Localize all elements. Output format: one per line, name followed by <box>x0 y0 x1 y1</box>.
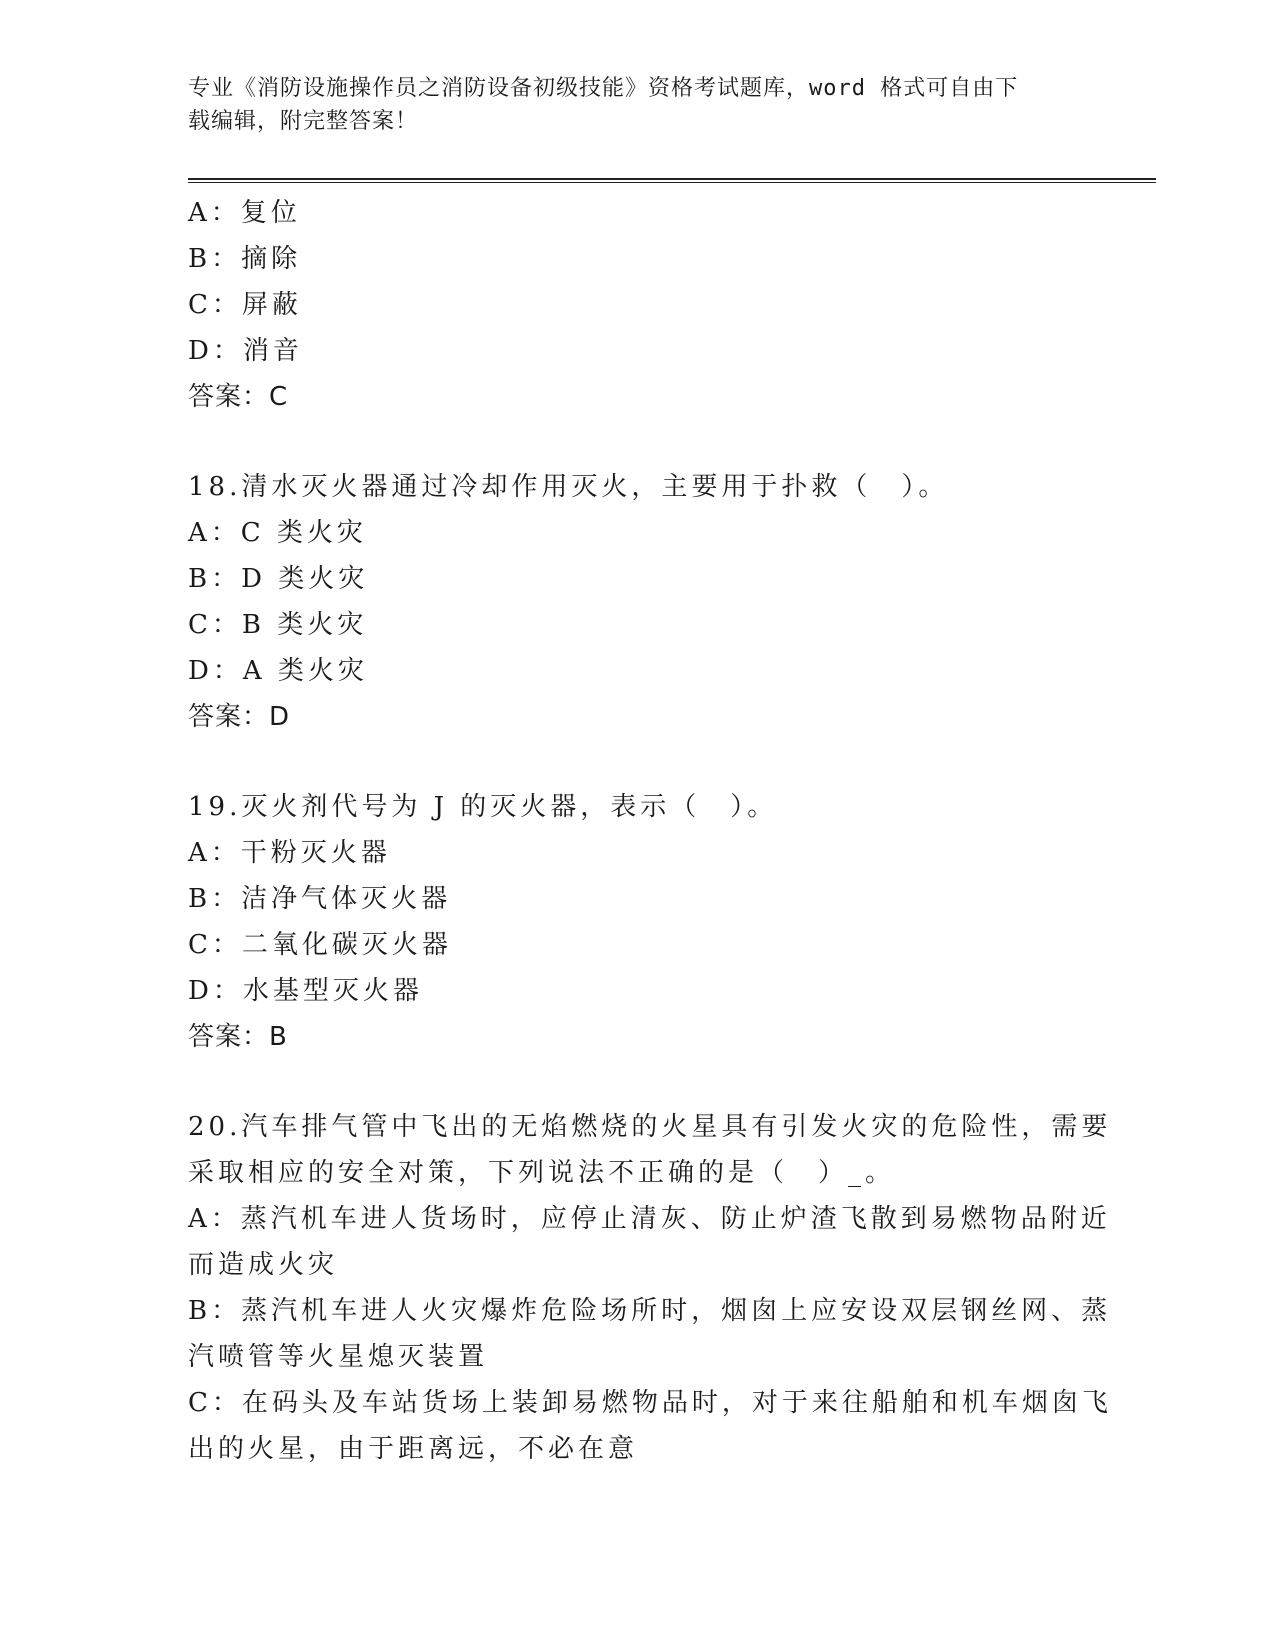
question-20-text-line-2: 采取相应的安全对策，下列说法不正确的是（ ）_。 <box>188 1158 896 1188</box>
question-20 <box>188 1104 1112 1472</box>
option-b-line-2: 汽喷管等火星熄灭装置 <box>188 1342 489 1372</box>
option-d: D：A 类火灾 <box>188 656 368 686</box>
question-list <box>188 190 1112 1472</box>
option-d: D：水基型灭火器 <box>188 976 423 1006</box>
option-b: B：摘除 <box>188 244 302 274</box>
option-b: B：D 类火灾 <box>188 564 369 594</box>
answer-19: 答案：B <box>188 1022 288 1052</box>
question-20-text-line-1: 20.汽车排气管中飞出的无焰燃烧的火星具有引发火灾的危险性，需要 <box>188 1112 1112 1142</box>
option-a-line-2: 而造成火灾 <box>188 1250 339 1280</box>
option-a-line-1: A：蒸汽机车进人货场时，应停止清灰、防止炉渣飞散到易燃物品附近 <box>188 1204 1111 1234</box>
document-header <box>188 72 1088 138</box>
option-c-line-2: 出的火星，由于距离远，不必在意 <box>188 1434 639 1464</box>
option-c: C：二氧化碳灭火器 <box>188 930 452 960</box>
question-19 <box>188 784 1088 1060</box>
spacer <box>188 420 1088 464</box>
option-d: D：消音 <box>188 336 303 366</box>
option-a: A：C 类火灾 <box>188 518 367 548</box>
option-b: B：洁净气体灭火器 <box>188 884 452 914</box>
question-18-text: 18.清水灭火器通过冷却作用灭火，主要用于扑救（ ）。 <box>188 472 949 502</box>
question-18 <box>188 464 1088 740</box>
question-19-text: 19.灭火剂代号为 J 的灭火器，表示（ ）。 <box>188 792 778 822</box>
option-c-line-1: C：在码头及车站货场上装卸易燃物品时，对于来往船舶和机车烟囱飞 <box>188 1388 1112 1418</box>
spacer <box>188 740 1088 784</box>
header-line-2: 载编辑，附完整答案！ <box>188 109 419 134</box>
answer-17: 答案：C <box>188 382 289 412</box>
question-17 <box>188 190 1088 420</box>
option-b-line-1: B：蒸汽机车进人火灾爆炸危险场所时，烟囱上应安设双层钢丝网、蒸 <box>188 1296 1112 1326</box>
option-a: A：复位 <box>188 198 301 228</box>
spacer <box>188 1060 1088 1104</box>
header-line-1: 专业《消防设施操作员之消防设备初级技能》资格考试题库，word 格式可自由下 <box>188 76 1019 101</box>
answer-18: 答案：D <box>188 702 291 732</box>
header-divider <box>188 178 1156 183</box>
option-c: C：B 类火灾 <box>188 610 368 640</box>
option-c: C：屏蔽 <box>188 290 302 320</box>
option-a: A：干粉灭火器 <box>188 838 391 868</box>
